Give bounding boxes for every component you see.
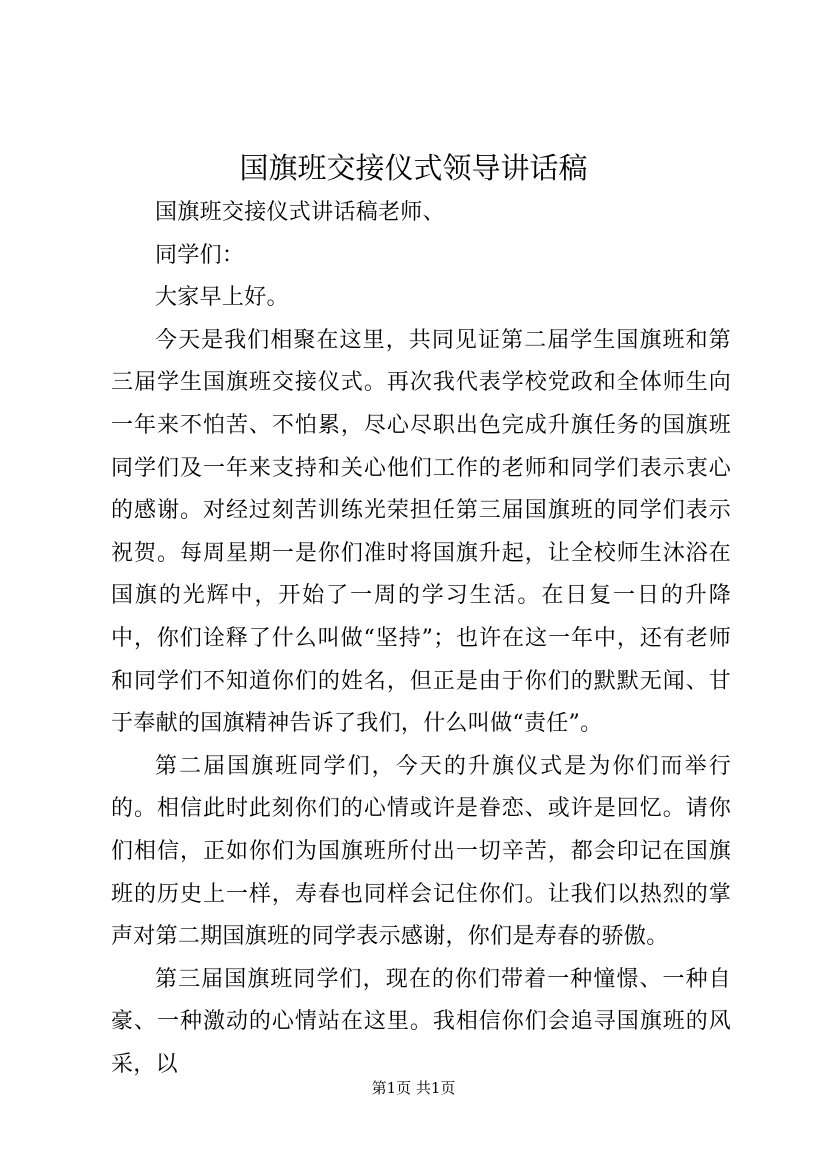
paragraph-body-1: 今天是我们相聚在这里，共同见证第二届学生国旗班和第三届学生国旗班交接仪式。再次我代表学校党政和全体师生向一年来不怕苦、不怕累，尽心尽职出色完成升旗任务的国旗班同学们及一年来支持和关心他们工作的老师和同学们表示衷心的感谢。对经过刻苦训练光荣担任第三届国旗班的同学们表示祝贺。每周星期一是你们准时将国旗升起，让全校师生沐浴在国旗的光辉中，开始了一周的学习生活。在日复一日的升降中，你们诠释了什么叫做“坚持”；也许在这一年中，还有老师和同学们不知道你们的姓名，但正是由于你们的默默无闻、甘于奉献的国旗精神告诉了我们，什么叫做“责任”。 <box>111 327 731 737</box>
paragraph-greeting-1: 国旗班交接仪式讲话稿老师、 <box>155 200 445 225</box>
paragraph-greeting-2: 同学们： <box>155 242 245 268</box>
page-footer: 第1页 共1页 <box>371 1079 456 1097</box>
document-body <box>111 192 731 1086</box>
paragraph-greeting-3: 大家早上好。 <box>155 285 289 311</box>
paragraph-body-3: 第三届国旗班同学们，现在的你们带着一种憧憬、一种自豪、一种激动的心情站在这里。我相信你们会追寻国旗班的风采，以 <box>111 966 731 1077</box>
document-title: 国旗班交接仪式领导讲话稿 <box>239 151 588 185</box>
paragraph-body-2: 第二届国旗班同学们，今天的升旗仪式是为你们而举行的。相信此时此刻你们的心情或许是眷恋、或许是回忆。请你们相信，正如你们为国旗班所付出一切辛苦，都会印记在国旗班的历史上一样，寿春也同样会记住你们。让我们以热烈的掌声对第二期国旗班的同学表示感谢，你们是寿春的骄傲。 <box>111 753 731 950</box>
